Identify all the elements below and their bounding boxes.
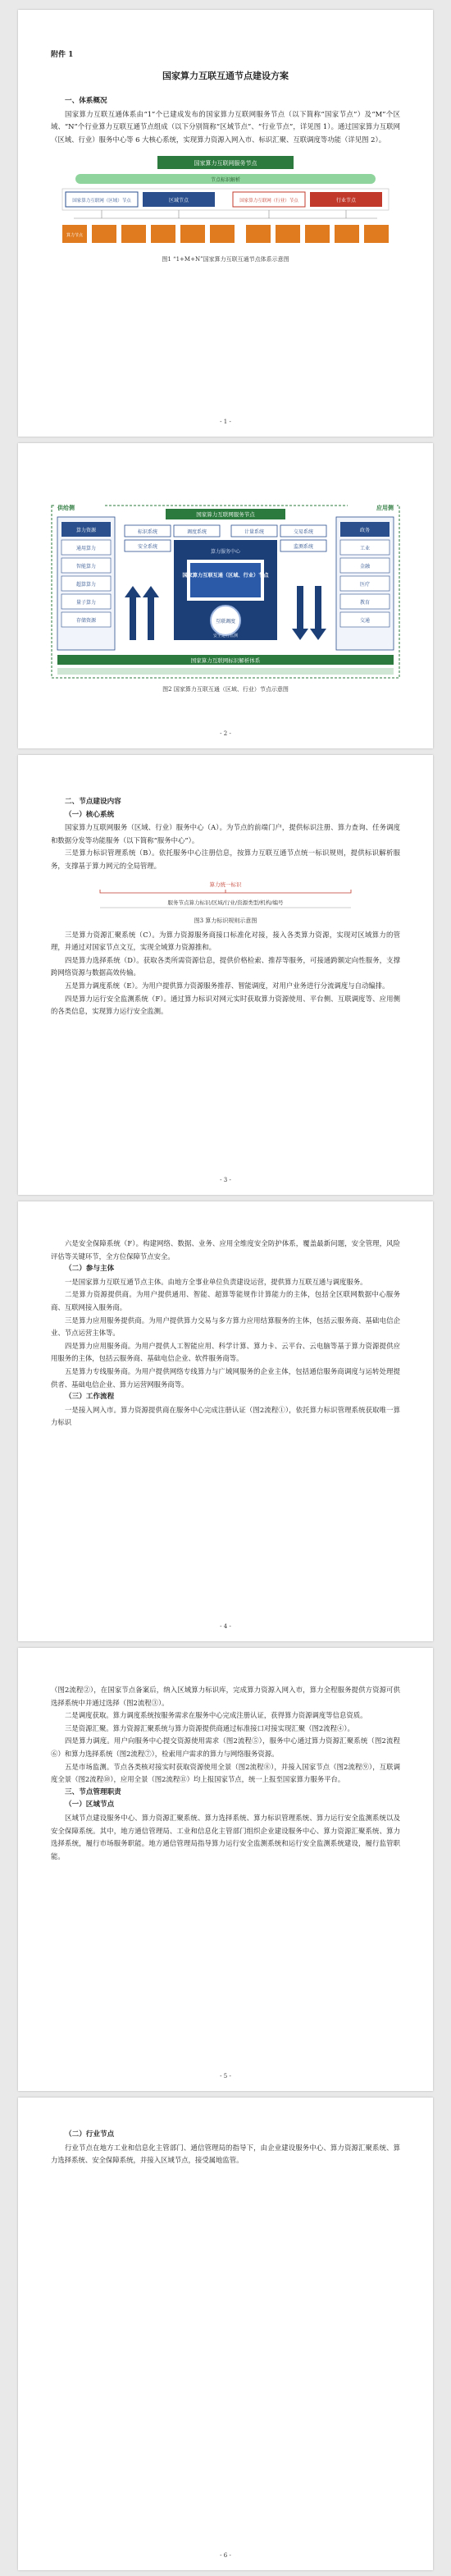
demand-item: 政务 (359, 528, 371, 533)
demand-item: 工业 (359, 546, 371, 551)
figure-2-caption: 图2 国家算力互联互通（区域、行业）节点示意图 (162, 686, 289, 693)
document-page-2 (18, 443, 433, 748)
paragraph: 四是算力运行安全监测系统（F）。通过算力标识对网元实时获取算力资源使用、平台侧、互联调度等、应用侧的各类信息，实现算力运行安全监测。 (51, 994, 400, 1016)
paragraph: 三是资源汇聚。算力资源汇聚系统与算力资源提供商通过标准接口对接实现汇聚（图2流程④）。 (65, 1723, 354, 1732)
paragraph: 五是算力调度系统（E）。为用户提供算力资源服务推荐、智能调度，对用户业务进行分流调度与自动编排。 (65, 981, 390, 990)
demand-item: 医疗 (359, 582, 371, 588)
center-title: 国家算力互联互通（区域、行业）节点 (182, 573, 269, 579)
page-number: - 4 - (220, 1623, 231, 1630)
paragraph: 二是调度获取。算力调度系统按服务需求在服务中心完成注册认证，获得算力资源调度等信息资质。 (65, 1711, 367, 1720)
document-page-5 (18, 1648, 433, 2091)
supply-item: 超算算力 (75, 582, 97, 588)
demand-item: 教育 (359, 600, 371, 606)
paragraph: 行业节点在地方工业和信息化主管部门、通信管理局的指导下，由企业建设服务中心、算力资源汇聚系统、算力选择系统、安全保障系统，并接入区域节点，接受属地监管。 (51, 2143, 400, 2165)
paragraph: 三是算力资源汇聚系统（C）。为算力资源服务商接口标准化对接，接入各类算力资源，实现对区域算力的管理，并通过对国家节点文互，实现全域算力资源推和。 (51, 930, 400, 952)
paragraph: （图2流程②），在国家节点备案后，纳入区域算力标识库，完成算力资源入网入市，算力全程服务提供方资源可供选择系统中并通过选择（图2流程③）。 (51, 1686, 400, 1707)
subsection-heading: （一）核心系统 (65, 810, 115, 819)
supply-side-title: 供给侧 (57, 505, 75, 511)
national-node-label: 国家算力互联网服务节点 (196, 511, 255, 518)
document-title: 国家算力互联互通节点建设方案 (162, 71, 289, 81)
attachment-label: 附件 1 (51, 51, 74, 59)
document-page-6 (18, 2098, 433, 2570)
module-label: 调度系统 (186, 529, 207, 535)
supply-item: 存储资源 (75, 618, 97, 624)
supply-item: 算力资源 (75, 528, 97, 533)
paragraph: 四是算力调度。用户向服务中心提交资源使用需求（图2流程⑤），服务中心通过算力资源汇聚系统（图2流程⑥）和算力选择系统（图2流程⑦），检索用户需求的算力与网络服务资源。 (51, 1736, 400, 1758)
subsection-heading: （二）行业节点 (65, 2130, 115, 2139)
figure-1-diagram (51, 154, 400, 251)
subsection-heading: （一）区域节点 (65, 1800, 115, 1810)
document-page-1 (18, 10, 433, 437)
paragraph: 区域节点建设服务中心、算力资源汇聚系统、算力选择系统、算力标识管理系统、算力运行安全监测系统以及安全保障系统。其中，地方通信管理局、工业和信息化主管部门组织企业建设服务中心、算力资源汇聚系统、算力选择系统，履行市场服务职能。地方通信管理局指导算力运行安全监测系统和运行安全监测系统建设，履行监管职能。 (51, 1813, 400, 1860)
figure-3-caption: 图3 算力标识规则示意图 (194, 917, 257, 924)
identifier-example: 服务节点算力标识/区域/行业/资源类型/机构/编号 (167, 899, 284, 906)
demand-item: 交通 (359, 618, 371, 624)
paragraph: 二是算力资源提供商。为用户提供通用、智能、超算等能规作计算能力的主体，包括全区联网数据中心服务商、互联网接入服务商。 (51, 1290, 400, 1311)
module-label: 计量系统 (244, 529, 265, 535)
module-label: 交易系统 (293, 529, 314, 535)
section-heading: 一、体系概况 (65, 97, 107, 105)
row-box-label: 国家算力互联网（区域）节点 (72, 199, 131, 204)
page-number: - 6 - (220, 2552, 231, 2559)
identifier-heading: 算力统一标识 (209, 881, 242, 888)
identifier-system-label: 国家算力互联网标识解析体系 (190, 657, 261, 664)
center-sub-label: 算力服务中心 (210, 549, 241, 555)
leaf-node-label: 算力节点 (66, 233, 84, 239)
demand-item: 金融 (359, 564, 371, 570)
page-number: - 2 - (220, 730, 231, 737)
page-number: - 5 - (220, 2073, 231, 2080)
hub-label: 互联调度 (215, 619, 236, 625)
module-label: 监测系统 (293, 544, 314, 550)
subsection-heading: （二）参与主体 (65, 1265, 115, 1274)
leaf-node-row (62, 225, 389, 243)
paragraph: 五是市场监测。节点各类核对接实时获取资源使用全景（图2流程⑧），并接入国家节点（图2流程⑨），互联调度全景（图2流程⑩），应用全景（图2流程⑪）均上报国家节点，统一上报至国家算力服务平台。 (51, 1762, 400, 1784)
page-number: - 1 - (220, 419, 231, 425)
identifier-band-label: 节点标识解析 (210, 177, 241, 184)
demand-side-title: 应用侧 (376, 505, 394, 511)
figure-3-diagram (51, 878, 400, 914)
row-box-label: 区域节点 (168, 198, 189, 204)
paragraph: 三是算力应用服务提供商。为用户提供算力交易与多方算力应用结算服务的主体，包括云服务商、基础电信企业、节点运营主体等。 (51, 1315, 400, 1338)
section-heading: 三、节点管理职责 (65, 1787, 121, 1796)
section-heading: 二、节点建设内容 (65, 798, 121, 806)
ring-label: 安全运行监测 (212, 634, 239, 638)
figure-2-diagram (51, 501, 400, 679)
paragraph: 国家算力互联互通体系由“1”个已建成发布的国家算力互联网服务节点（以下简称“国家节点”）及“M”个区域、“N”个行业算力互联互通节点组成（以下分别简称“区域节点”、“行业节点”，详见图 1）。通过国家算力互联网（区域、行业）服务中心等 6 大核心系统，实现算力资源入网入市、标识汇聚、互联调度等功能（详见图 2）。 (51, 109, 400, 144)
module-label: 标识系统 (137, 529, 158, 535)
paragraph: 四是算力应用服务商。为用户提供人工智能应用、科学计算、算力卡、云平台、云电脑等基于算力资源提供应用服务的主体，包括云服务商、基础电信企业、软件服务商等。 (51, 1341, 400, 1363)
paragraph: 三是算力标识管理系统（B）。依托服务中心注册信息，按算力互联互通节点统一标识规则，提供标识解析服务，支撑基于算力网元的全局管理。 (51, 849, 400, 870)
document-page-4 (18, 1201, 433, 1641)
figure-1-caption: 图1 “1+M+N”国家算力互联互通节点体系示意图 (162, 256, 289, 263)
document-page-3 (18, 755, 433, 1195)
paragraph: 国家算力互联网服务（区域、行业）服务中心（A）。为节点的前端门户，提供标识注册、算力查询、任务调度和数据分发等功能服务（以下简称“服务中心”）。 (51, 823, 400, 844)
paragraph: 五是算力专线服务商。为用户提供网络专线算力与广域网服务的企业主体，包括通信服务商调度与运转处理提供者、基础电信企业、算力运营网服务商等。 (51, 1366, 400, 1389)
supply-item: 通用算力 (75, 546, 97, 551)
row-box-label: 行业节点 (335, 198, 357, 204)
page-number: - 3 - (220, 1177, 231, 1183)
row-box-label: 国家算力互联网（行业）节点 (239, 199, 298, 204)
supply-item: 量子算力 (75, 600, 97, 606)
paragraph: 六是安全保障系统（F）。构建网络、数据、业务、应用全维度安全防护体系，覆盖最新问题，安全管理，风险评估等关键环节，全方位保障节点安全。 (51, 1239, 400, 1261)
supply-item: 智能算力 (75, 564, 97, 570)
paragraph: 一是国家算力互联互通节点主体。由地方全事业单位负责建设运营，提供算力互联互通与调度服务。 (65, 1277, 367, 1286)
paragraph: 一是接入网入市。算力资源提供商在服务中心完成注册认证（图2流程①），依托算力标识管理系统获取唯一算力标识 (51, 1405, 400, 1427)
national-node-label: 国家算力互联网服务节点 (194, 160, 257, 167)
paragraph: 四是算力选择系统（D）。获取各类所需资源信息，提供价格检索、推荐等服务，可接通跨额定向性服务，支撑跨网络资源与数据高效传输。 (51, 955, 400, 977)
subsection-heading: （三）工作流程 (65, 1393, 115, 1402)
module-label: 安全系统 (137, 544, 158, 550)
